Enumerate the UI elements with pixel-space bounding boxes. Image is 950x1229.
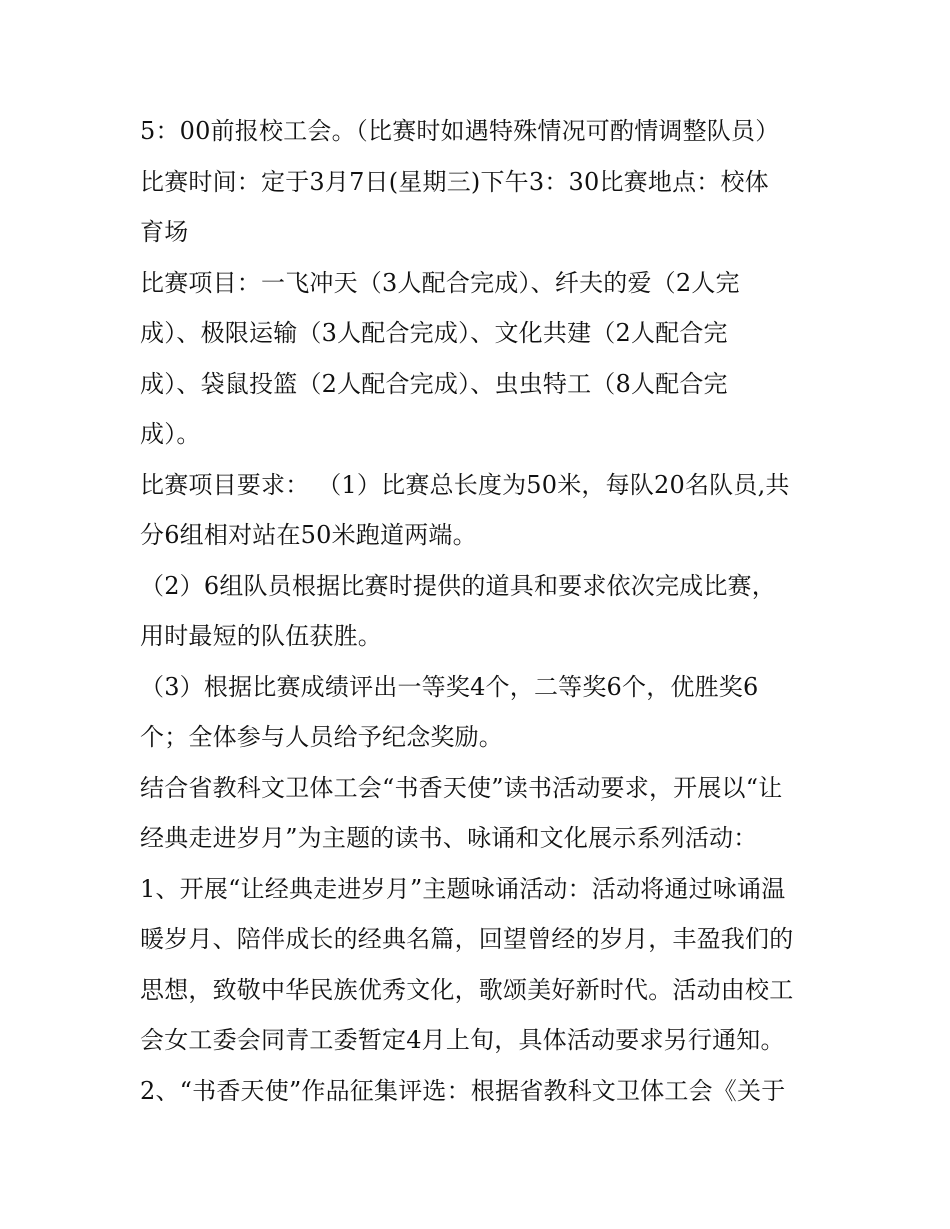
text-line: （2）6组队员根据比赛时提供的道具和要求依次完成比赛， <box>140 571 776 600</box>
text-line: 成）、极限运输（3人配合完成）、文化共建（2人配合完 <box>140 319 728 347</box>
text-line: 成）。 <box>140 420 201 448</box>
text-line: 个；全体参与人员给予纪念奖励。 <box>140 723 503 751</box>
text-line: 比赛项目：一飞冲天（3人配合完成）、纤夫的爱（2人完 <box>140 268 740 297</box>
text-line: 5：00前报校工会。（比赛时如遇特殊情况可酌情调整队员） <box>140 117 780 145</box>
text-line: 2、“书香天使”作品征集评选：根据省教科文卫体工会《关于 <box>140 1076 786 1105</box>
text-line: 会女工委会同青工委暂定4月上旬，具体活动要求另行通知。 <box>140 1026 785 1054</box>
text-line: 分6组相对站在50米跑道两端。 <box>140 521 477 549</box>
text-line: 比赛时间：定于3月7日(星期三)下午3：30比赛地点：校体 <box>140 167 769 196</box>
text-line: 用时最短的队伍获胜。 <box>140 622 382 650</box>
text-line: 比赛项目要求： （1）比赛总长度为50米，每队20名队员,共 <box>140 470 790 499</box>
text-line: 成）、袋鼠投篮（2人配合完成）、虫虫特工（8人配合完 <box>140 369 728 398</box>
text-line: （3）根据比赛成绩评出一等奖4个，二等奖6个，优胜奖6 <box>140 672 759 701</box>
text-line: 暖岁月、陪伴成长的经典名篇，回望曾经的岁月，丰盈我们的 <box>140 925 794 953</box>
text-line: 结合省教科文卫体工会“书香天使”读书活动要求，开展以“让 <box>140 773 783 802</box>
text-line: 思想，致敬中华民族优秀文化，歌颂美好新时代。活动由校工 <box>140 975 794 1004</box>
document-body <box>140 106 820 1116</box>
text-line: 育场 <box>140 218 189 246</box>
text-line: 1、开展“让经典走进岁月”主题咏诵活动：活动将通过咏诵温 <box>140 874 786 903</box>
text-line: 经典走进岁月”为主题的读书、咏诵和文化展示系列活动： <box>140 824 758 852</box>
